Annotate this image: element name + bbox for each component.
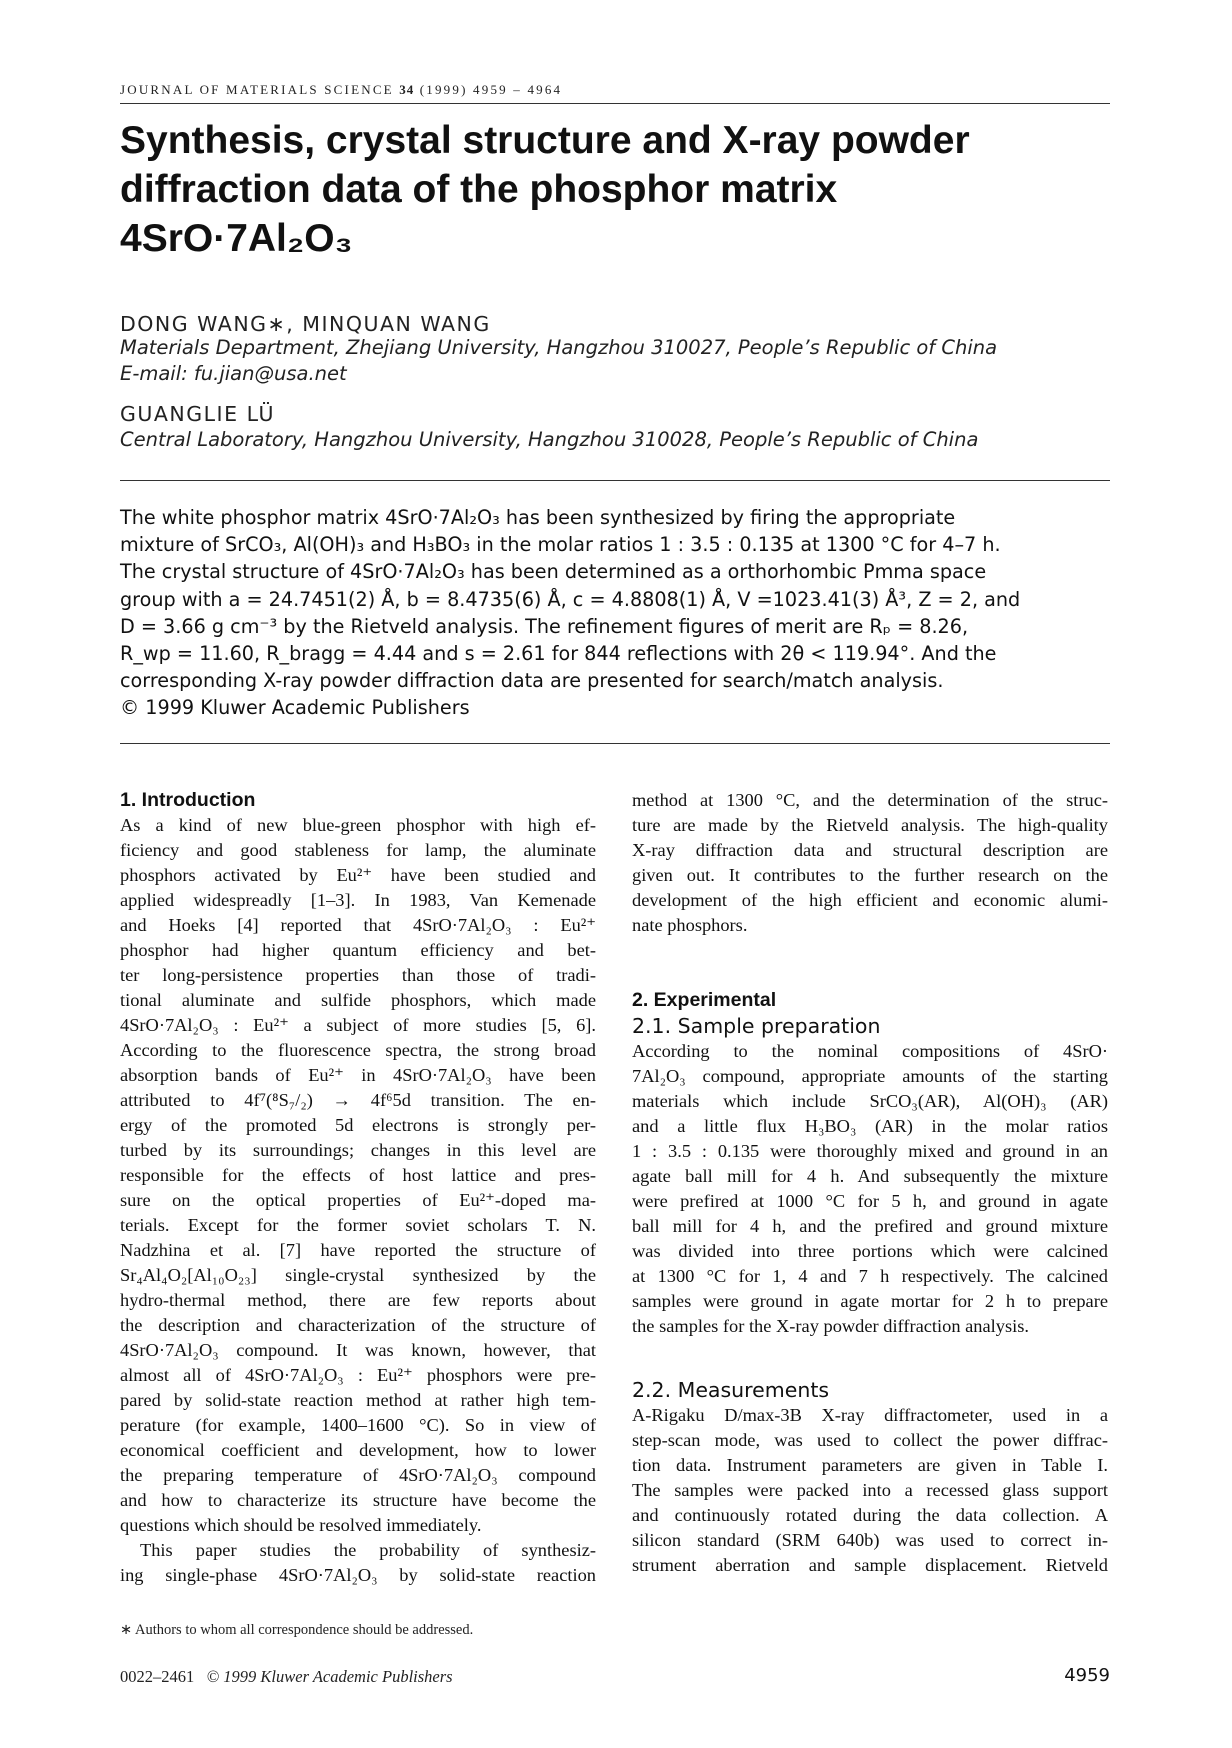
- introduction-continued: [632, 788, 1108, 938]
- journal-name: JOURNAL OF MATERIALS SCIENCE: [120, 82, 394, 97]
- text-line: development of the high efficient and economic alumi-: [632, 890, 1108, 910]
- running-head: [120, 82, 1110, 98]
- footer-copyright: © 1999 Kluwer Academic Publishers: [206, 1667, 453, 1686]
- section-heading-introduction: 1. Introduction: [120, 789, 256, 811]
- text-line: ergy of the promoted 5d electrons is strongly per-: [120, 1115, 596, 1135]
- text-line: the description and characterization of the structure of: [120, 1315, 596, 1335]
- text-line: turbed by its surroundings; changes in this level are: [120, 1140, 596, 1160]
- text-line: samples were ground in agate mortar for 2 h to prepare: [632, 1291, 1108, 1311]
- journal-volume: 34: [399, 82, 415, 97]
- text-line: ter long-persistence properties than those of tradi-: [120, 965, 596, 985]
- title-line-2: diffraction data of the phosphor matrix: [120, 168, 838, 211]
- footer-issn-copyright: [120, 1667, 453, 1687]
- text-line: ture are made by the Rietveld analysis. The high-quality: [632, 815, 1108, 835]
- author-email: E-mail: fu.jian@usa.net: [120, 362, 347, 385]
- text-line: and a little flux H₃BO₃ (AR) in the molar ratios: [632, 1116, 1108, 1136]
- text-line: A-Rigaku D/max-3B X-ray diffractometer, used in a: [632, 1405, 1108, 1425]
- text-line: almost all of 4SrO·7Al₂O₃ : Eu²⁺ phosphors were pre-: [120, 1365, 596, 1385]
- text-line: absorption bands of Eu²⁺ in 4SrO·7Al₂O₃ have been: [120, 1065, 596, 1085]
- text-line: tional aluminate and sulfide phosphors, which made: [120, 990, 596, 1010]
- text-line: hydro-thermal method, there are few reports about: [120, 1290, 596, 1310]
- title-compound: 4SrO·7Al₂O₃: [120, 217, 353, 260]
- introduction-paragraph-1: [120, 813, 596, 1538]
- text-line: applied widespreadly [1–3]. In 1983, Van Kemenade: [120, 890, 596, 910]
- text-line: 1 : 3.5 : 0.135 were thoroughly mixed and ground in an: [632, 1141, 1108, 1161]
- text-line: perature (for example, 1400–1600 °C). So in view of: [120, 1415, 596, 1435]
- text-line: the preparing temperature of 4SrO·7Al₂O₃ compound: [120, 1465, 596, 1485]
- text-line: strument aberration and sample displacement. Rietveld: [632, 1555, 1108, 1575]
- text-line: materials which include SrCO₃(AR), Al(OH)₃ (AR): [632, 1091, 1108, 1111]
- page-number: 4959: [1064, 1665, 1110, 1686]
- text-line: The samples were packed into a recessed glass support: [632, 1480, 1108, 1500]
- abstract: [120, 504, 1112, 722]
- text-line: step-scan mode, was used to collect the power diffrac-: [632, 1430, 1108, 1450]
- text-line: at 1300 °C for 1, 4 and 7 h respectively. The calcined: [632, 1266, 1108, 1286]
- text-line: questions which should be resolved immediately.: [120, 1515, 482, 1535]
- abstract-line: The white phosphor matrix 4SrO·7Al₂O₃ has been synthesized by firing the appropriate: [120, 506, 956, 529]
- text-line: terials. Except for the former soviet scholars T. N.: [120, 1215, 596, 1235]
- text-line: Nadzhina et al. [7] have reported the structure of: [120, 1240, 596, 1260]
- text-line: ball mill for 4 h, and the prefired and ground mixture: [632, 1216, 1108, 1236]
- text-line: ficiency and good stableness for lamp, the aluminate: [120, 840, 596, 860]
- abstract-top-rule: [120, 480, 1110, 481]
- text-line: pared by solid-state reaction method at rather high tem-: [120, 1390, 596, 1410]
- abstract-copyright: © 1999 Kluwer Academic Publishers: [120, 696, 470, 720]
- text-line: According to the nominal compositions of 4SrO·: [632, 1041, 1108, 1061]
- text-line: sure on the optical properties of Eu²⁺-doped ma-: [120, 1190, 596, 1210]
- text-line: tion data. Instrument parameters are given in Table I.: [632, 1455, 1108, 1475]
- text-line: silicon standard (SRM 640b) was used to correct in-: [632, 1530, 1108, 1550]
- text-line: and how to characterize its structure have become the: [120, 1490, 596, 1510]
- text-line: 7Al₂O₃ compound, appropriate amounts of the starting: [632, 1066, 1108, 1086]
- abstract-line: D = 3.66 g cm⁻³ by the Rietveld analysis. The refinement figures of merit are Rₚ = 8.26,: [120, 614, 969, 638]
- abstract-line: mixture of SrCO₃, Al(OH)₃ and H₃BO₃ in the molar ratios 1 : 3.5 : 0.135 at 1300 °C for 4–7 h.: [120, 533, 1001, 557]
- text-line: attributed to 4f⁷(⁸S₇/₂) → 4f⁶5d transition. The en-: [120, 1090, 596, 1110]
- issn: 0022–2461: [120, 1667, 195, 1686]
- abstract-line: The crystal structure of 4SrO·7Al₂O₃ has been determined as a orthorhombic Pmma space: [120, 560, 987, 584]
- text-line: phosphor had higher quantum efficiency and bet-: [120, 940, 596, 960]
- measurements-paragraph: [632, 1403, 1108, 1578]
- subsection-heading-sample-preparation: 2.1. Sample preparation: [632, 1014, 881, 1038]
- text-line: 4SrO·7Al₂O₃ : Eu²⁺ a subject of more studies [5, 6].: [120, 1015, 596, 1035]
- text-line: phosphors activated by Eu²⁺ have been studied and: [120, 865, 596, 885]
- text-line: economical coefficient and development, how to lower: [120, 1440, 596, 1460]
- affiliation-2: Central Laboratory, Hangzhou University, Hangzhou 310028, People’s Republic of China: [120, 428, 979, 451]
- text-line: method at 1300 °C, and the determination of the struc-: [632, 790, 1108, 810]
- journal-issue-pages: (1999) 4959 – 4964: [419, 82, 563, 97]
- text-line: was divided into three portions which were calcined: [632, 1241, 1108, 1261]
- affiliation-1: Materials Department, Zhejiang University, Hangzhou 310027, People’s Republic of China: [120, 336, 998, 359]
- text-line: responsible for the effects of host lattice and pres-: [120, 1165, 596, 1185]
- text-line: agate ball mill for 4 h. And subsequently the mixture: [632, 1166, 1108, 1186]
- title-line-1: Synthesis, crystal structure and X-ray powder: [120, 119, 970, 162]
- paper-title: [120, 116, 1110, 263]
- text-line: and Hoeks [4] reported that 4SrO·7Al₂O₃ : Eu²⁺: [120, 915, 596, 935]
- author-group-1: DONG WANG∗, MINQUAN WANG: [120, 312, 491, 336]
- text-line: According to the fluorescence spectra, the strong broad: [120, 1040, 596, 1060]
- author-group-2: GUANGLIE LÜ: [120, 402, 275, 426]
- text-line: given out. It contributes to the further research on the: [632, 865, 1108, 885]
- abstract-line: R_wp = 11.60, R_bragg = 4.44 and s = 2.61 for 844 reflections with 2θ < 119.94°. And the: [120, 642, 997, 666]
- abstract-bottom-rule: [120, 743, 1110, 744]
- text-line: nate phosphors.: [632, 915, 748, 935]
- abstract-line: group with a = 24.7451(2) Å, b = 8.4735(6) Å, c = 4.8808(1) Å, V =1023.41(3) Å³, Z = 2, and: [120, 587, 1021, 611]
- text-line: This paper studies the probability of synthesiz-: [140, 1540, 596, 1560]
- header-rule: [120, 103, 1110, 104]
- correspondence-footnote: ∗ Authors to whom all correspondence should be addressed.: [120, 1622, 474, 1638]
- text-line: Sr₄Al₄O₂[Al₁₀O₂₃] single-crystal synthesized by the: [120, 1265, 596, 1285]
- introduction-paragraph-2: [120, 1538, 596, 1588]
- text-line: and continuously rotated during the data collection. A: [632, 1505, 1108, 1525]
- text-line: 4SrO·7Al₂O₃ compound. It was known, however, that: [120, 1340, 596, 1360]
- text-line: X-ray diffraction data and structural description are: [632, 840, 1108, 860]
- text-line: were prefired at 1000 °C for 5 h, and ground in agate: [632, 1191, 1108, 1211]
- section-heading-experimental: 2. Experimental: [632, 989, 777, 1011]
- left-column: [120, 788, 596, 1588]
- abstract-line: corresponding X-ray powder diffraction data are presented for search/match analysis.: [120, 669, 944, 693]
- sample-preparation-paragraph: [632, 1039, 1108, 1339]
- text-line: the samples for the X-ray powder diffraction analysis.: [632, 1316, 1029, 1336]
- right-column: [632, 788, 1108, 1578]
- text-line: ing single-phase 4SrO·7Al₂O₃ by solid-state reaction: [120, 1565, 596, 1585]
- text-line: As a kind of new blue-green phosphor with high ef-: [120, 815, 596, 835]
- subsection-heading-measurements: 2.2. Measurements: [632, 1378, 830, 1402]
